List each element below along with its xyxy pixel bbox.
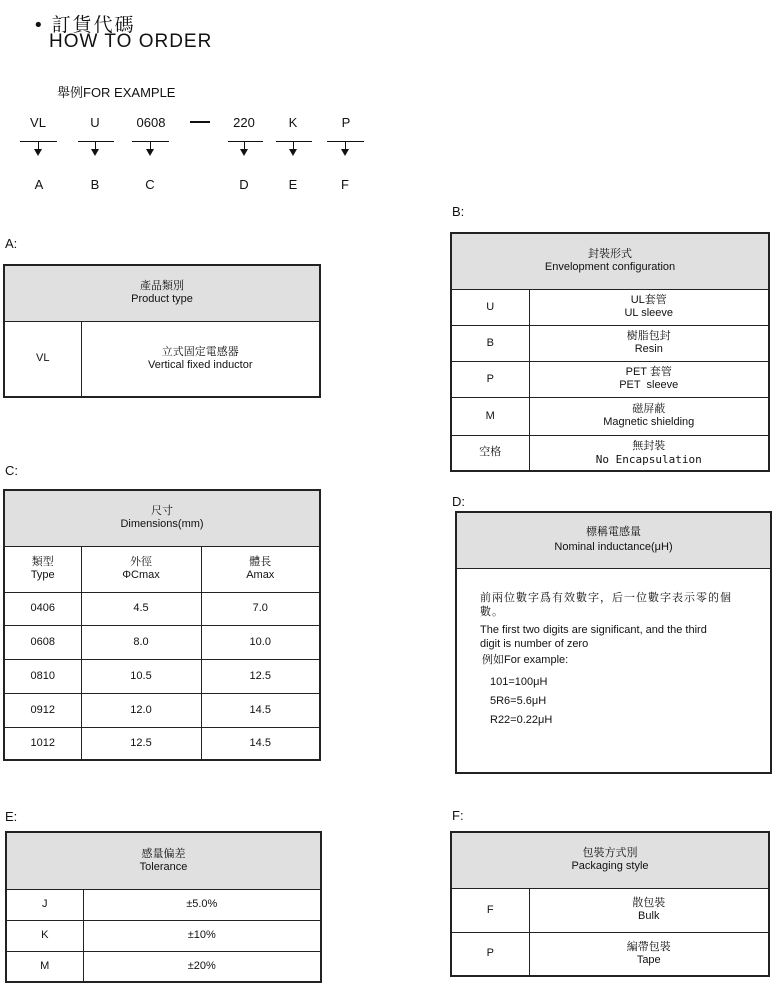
bullet-icon: • [33,15,46,36]
explanation-en-line2: digit is number of zero [480,638,589,650]
code-dash [190,121,210,123]
cell-type: 0912 [4,693,81,727]
table-row [451,397,769,435]
arrow-down-icon [34,149,42,156]
dimensions-header [4,490,320,546]
section-a-label: A: [5,236,18,251]
section-c-label: C: [5,463,18,478]
title-cn-text: 訂貨代碼 [51,14,136,36]
header-en: Packaging style [571,860,649,873]
table-row [451,932,769,976]
col-en: Type [30,569,55,581]
code-letter-b: B [90,177,100,192]
table-row [6,889,321,920]
cell-value: ±10% [83,920,321,951]
cell-diameter: 8.0 [81,625,201,659]
table-row [4,659,320,693]
cell-desc [529,325,769,361]
header-en: Nominal inductance(μH) [554,541,673,553]
cell-code: J [6,889,83,920]
table-row [4,693,320,727]
code-part-b: U [90,115,100,130]
cell-desc [529,361,769,397]
cell-type: 0810 [4,659,81,693]
cell-diameter: 4.5 [81,592,201,625]
column-header [4,546,81,592]
cell-desc [81,321,320,397]
cell-code: K [6,920,83,951]
underline-e [276,141,312,142]
header-cn: 標稱電感量 [586,526,641,538]
title-en: HOW TO ORDER [49,31,213,52]
arrow-down-icon [341,149,349,156]
header-cn: 尺寸 [151,505,173,518]
cell-code: VL [4,321,81,397]
header-cn: 包裝方式別 [582,847,638,860]
header-cn: 封裝形式 [588,248,632,261]
table-row [4,592,320,625]
cell-code: 空格 [451,435,529,471]
cell-type: 1012 [4,727,81,760]
table-row [6,920,321,951]
explanation-cn: 前兩位數字爲有效數字，后一位數字表示零的個數。 [480,592,732,618]
table-row [4,321,320,397]
underline-b [78,141,114,142]
nominal-inductance-header [457,513,770,569]
arrow-down-icon [146,149,154,156]
cell-length: 14.5 [201,727,320,760]
section-f-label: F: [452,808,464,823]
example-value: R22=0.22μH [490,714,553,726]
cell-desc [529,289,769,325]
desc-cn: PET 套管 [625,366,672,378]
desc-cn: 編帶包裝 [626,940,671,953]
desc-en: Bulk [638,910,660,922]
col-cn: 外徑 [130,556,152,568]
cell-code: M [451,397,529,435]
header-en: Tolerance [139,860,188,873]
column-header [201,546,320,592]
cell-desc [529,888,769,932]
header-cn: 感量偏差 [141,847,186,860]
table-row [4,727,320,760]
envelopment-header [451,233,769,289]
desc-cn: 磁屏蔽 [632,403,666,415]
section-d-label: D: [452,494,465,509]
code-part-a: VL [30,115,46,130]
cell-code: U [451,289,529,325]
table-row [451,888,769,932]
nominal-inductance-body [457,569,770,730]
cell-desc [529,435,769,471]
table-row [6,951,321,982]
desc-en: PET sleeve [619,379,679,391]
table-row [451,325,769,361]
code-letter-c: C [145,177,155,192]
cell-diameter: 12.5 [81,727,201,760]
table-row [451,289,769,325]
cell-value: ±5.0% [83,889,321,920]
product-type-header [4,265,320,321]
desc-cn: UL套管 [630,294,667,306]
explanation-en-line1: The first two digits are significant, and the third [480,624,707,636]
cell-code: M [6,951,83,982]
section-b-label: B: [452,204,465,219]
desc-en: UL sleeve [624,307,673,319]
section-e-label: E: [5,809,18,824]
code-part-f: P [341,115,351,130]
desc-cn: 無封裝 [632,439,666,452]
cell-length: 7.0 [201,592,320,625]
tolerance-header [6,832,321,889]
header-en: Product type [131,293,193,306]
cell-desc [529,397,769,435]
dimensions-table [3,489,321,761]
desc-en: Resin [634,343,663,355]
col-cn: 類型 [31,556,54,568]
desc-en: No Encapsulation [595,452,702,466]
desc-cn: 立式固定電感器 [161,345,239,358]
arrow-down-icon [240,149,248,156]
nominal-inductance-box [455,511,772,774]
cell-code: P [451,932,529,976]
desc-en: Tape [636,953,661,966]
cell-value: ±20% [83,951,321,982]
cell-code: B [451,325,529,361]
example-value: 5R6=5.6μH [490,695,547,707]
col-cn: 體長 [249,556,272,568]
cell-code: F [451,888,529,932]
desc-en: Magnetic shielding [603,416,695,428]
desc-en: Vertical fixed inductor [147,358,253,371]
code-part-d: 220 [233,115,255,130]
header-cn: 產品類別 [140,280,184,293]
example-value: 101=100μH [490,676,548,688]
code-letter-a: A [34,177,44,192]
cell-code: P [451,361,529,397]
table-row [4,625,320,659]
desc-cn: 樹脂包封 [626,330,671,342]
cell-diameter: 12.0 [81,693,201,727]
code-part-c: 0608 [136,115,166,130]
arrow-down-icon [91,149,99,156]
cell-desc [529,932,769,976]
underline-d [228,141,263,142]
code-letter-e: E [288,177,298,192]
table-row [451,435,769,471]
column-header [81,546,201,592]
col-en: ΦCmax [122,569,160,581]
code-letter-f: F [341,177,349,192]
column-header-row [4,546,320,592]
cell-length: 10.0 [201,625,320,659]
product-type-table [3,264,321,398]
code-letter-d: D [239,177,249,192]
example-label: 例如For example: [482,654,569,666]
header-en: Dimensions(mm) [120,518,204,531]
cell-type: 0608 [4,625,81,659]
code-part-e: K [288,115,298,130]
cell-diameter: 10.5 [81,659,201,693]
packaging-table [450,831,770,977]
cell-length: 12.5 [201,659,320,693]
tolerance-table [5,831,322,983]
example-label: 舉例FOR EXAMPLE [57,85,176,100]
desc-cn: 散包裝 [632,897,666,909]
header-en: Envelopment configuration [544,261,676,274]
envelopment-table [450,232,770,472]
cell-length: 14.5 [201,693,320,727]
table-row [451,361,769,397]
arrow-down-icon [289,149,297,156]
packaging-header [451,832,769,888]
col-en: Amax [246,569,275,581]
cell-type: 0406 [4,592,81,625]
